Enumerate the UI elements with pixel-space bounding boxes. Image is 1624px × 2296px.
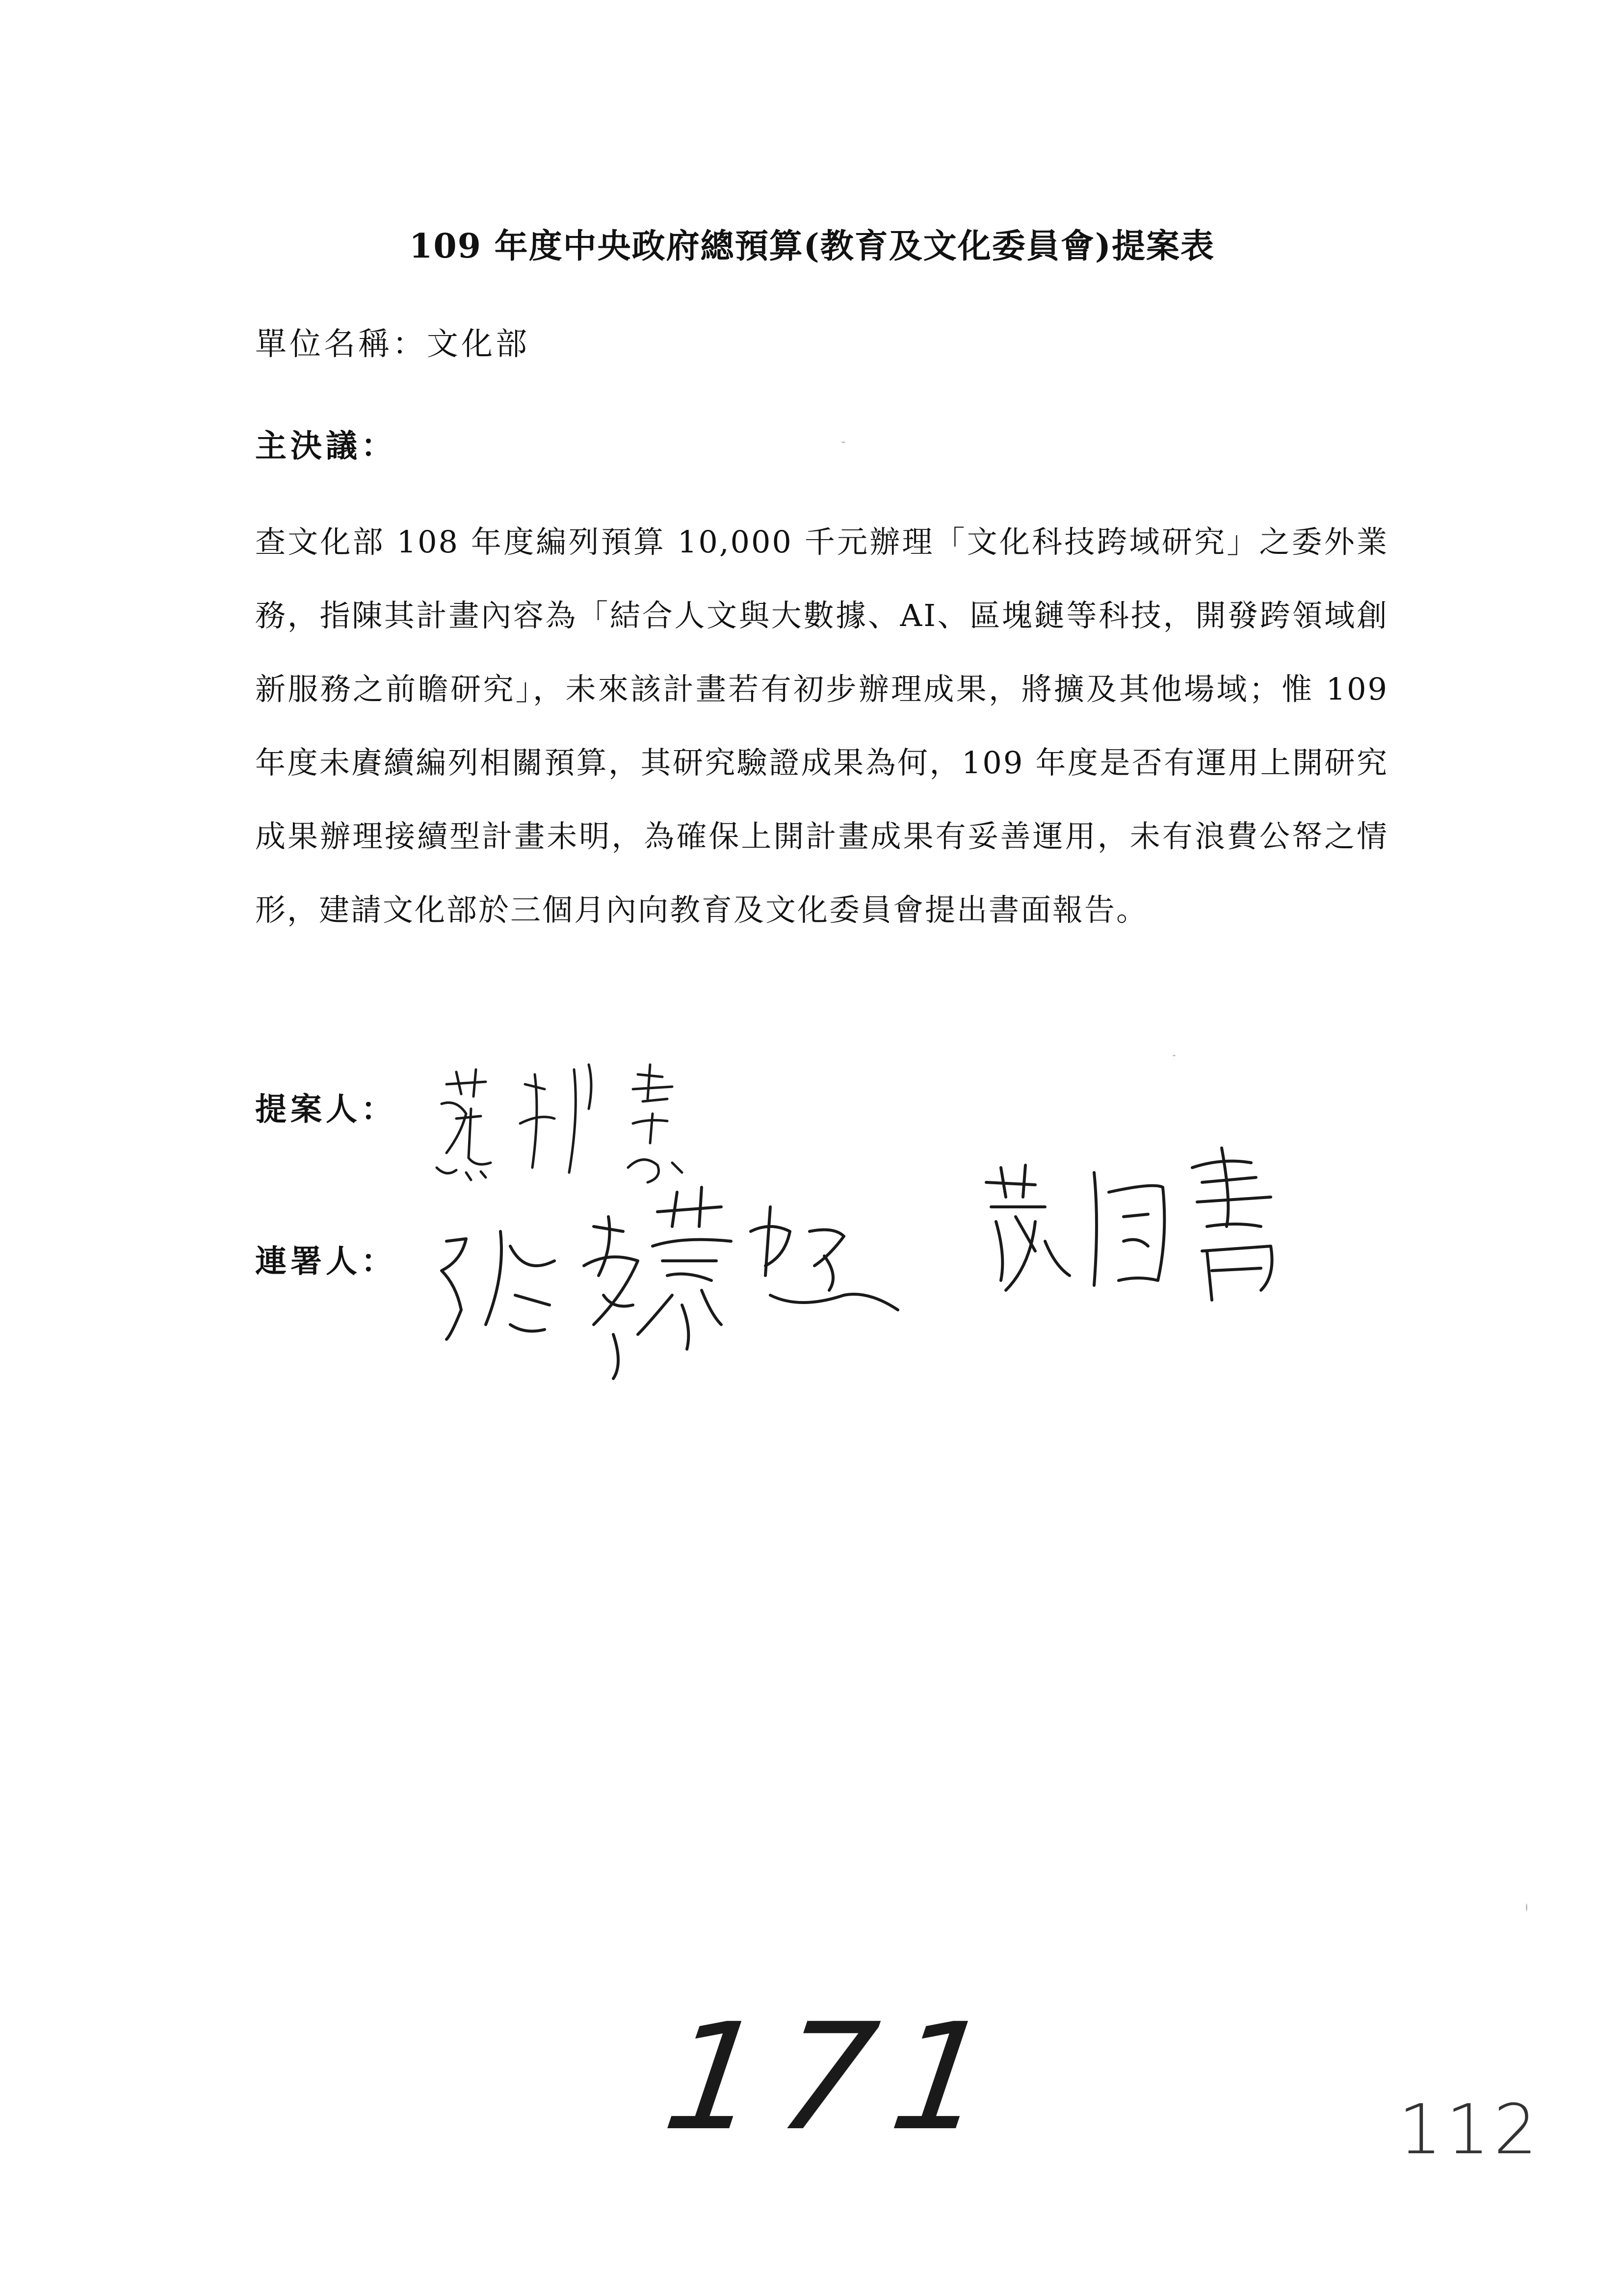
resolution-label: 主決議： <box>255 428 396 465</box>
page-number: 112 <box>1398 2090 1542 2170</box>
handwritten-number: 171 <box>655 1992 1020 2163</box>
scan-speck <box>1526 1904 1527 1911</box>
document-title: 109 年度中央政府總預算(教育及文化委員會)提案表 <box>409 227 1215 266</box>
scan-speck <box>1173 1055 1176 1056</box>
proposer-label: 提案人： <box>255 1091 396 1128</box>
scan-speck <box>841 442 845 443</box>
resolution-text: 查文化部 108 年度編列預算 10,000 千元辦理「文化科技跨域研究」之委外業務，指陳其計畫內容為「結合人文與大數據、AI、區塊鏈等科技，開發跨領域創新服務之前瞻研究」，未來該計畫若有初步辦理成果，將擴及其他場域；惟 109 年度未賡續編列相關預算，其研究驗證成果為何，109 年度是否有運用上開研究成果辦理接續型計畫未明，為確保上開計畫成果有妥善運用，未有浪費公帑之情形，建請文化部於三個月內向教育及文化委員會提出書面報告。 <box>255 524 1388 928</box>
cosigner-label: 連署人： <box>255 1243 396 1280</box>
unit-name: 單位名稱：文化部 <box>255 326 530 363</box>
cosigner-signature-1 <box>427 1148 947 1383</box>
cosigner-signature-2 <box>976 1128 1320 1325</box>
